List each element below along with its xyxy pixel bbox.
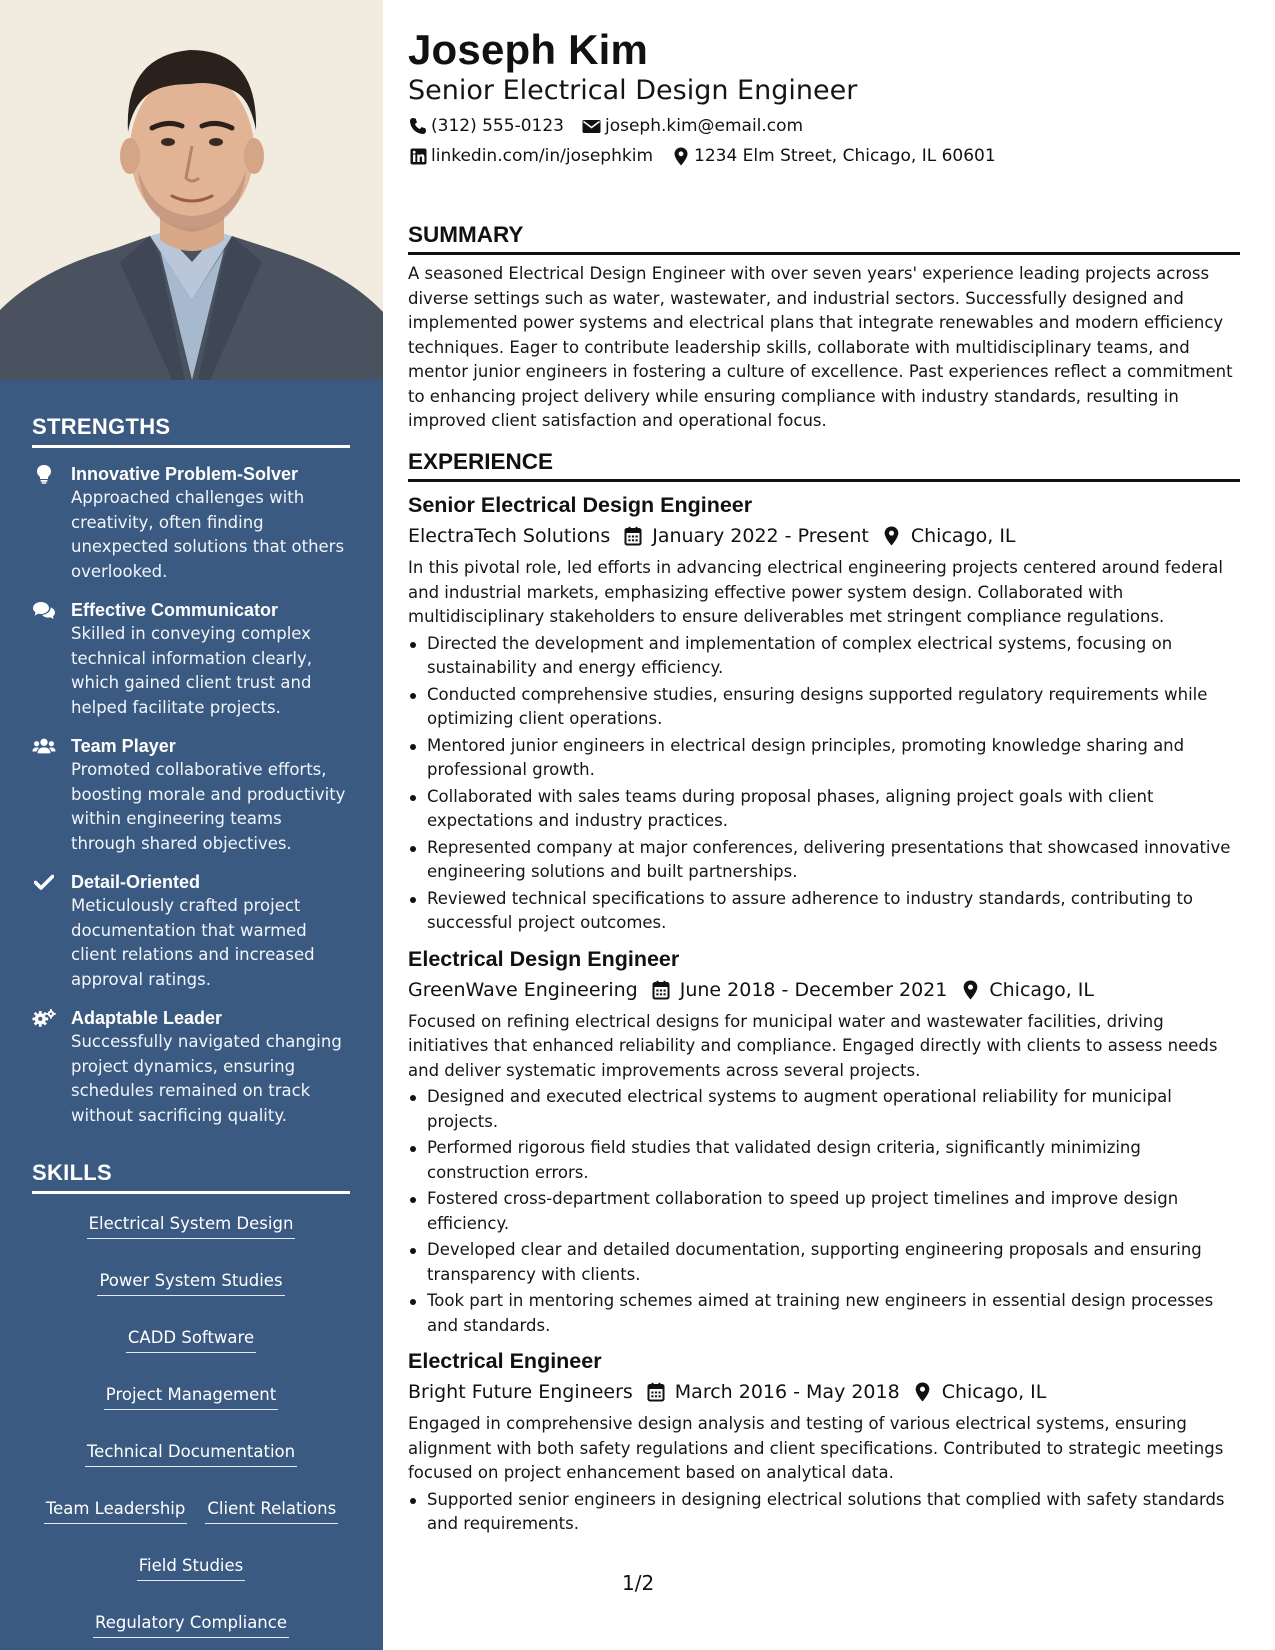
strength-title: Detail-Oriented — [71, 872, 201, 892]
contact-row — [408, 114, 1240, 138]
job-bullet: Performed rigorous field studies that validated design criteria, significantly minimizing construction errors. — [408, 1136, 1240, 1185]
skill-tag: Regulatory Compliance — [93, 1611, 289, 1638]
strength-item — [32, 734, 350, 856]
summary-heading: SUMMARY — [408, 220, 1240, 255]
job-meta — [408, 522, 1240, 550]
skill-tag: Client Relations — [205, 1497, 338, 1524]
strength-title: Adaptable Leader — [71, 1008, 223, 1028]
strength-title: Effective Communicator — [71, 600, 279, 620]
linkedin-contact[interactable] — [408, 144, 653, 168]
strength-item — [32, 1006, 350, 1128]
strength-item — [32, 462, 350, 584]
linkedin-icon — [408, 146, 428, 166]
calendar-icon — [645, 1381, 667, 1403]
check-icon — [32, 871, 56, 893]
map-marker-icon — [912, 1381, 934, 1403]
lightbulb-icon — [32, 463, 56, 485]
job-title: Electrical Engineer — [408, 1349, 602, 1373]
candidate-title: Senior Electrical Design Engineer — [408, 75, 858, 106]
comments-icon — [32, 599, 56, 621]
sidebar — [0, 0, 383, 1650]
job-company: GreenWave Engineering — [408, 978, 638, 1001]
job-description: In this pivotal role, led efforts in advancing electrical engineering projects centered around federal and industrial markets, emphasizing effective power system design. Collaborated with multidisciplinary stakeholders to ensure deliverables met stringent compliance regulations. — [408, 558, 1223, 626]
summary-section — [408, 220, 1240, 434]
job-description: Focused on refining electrical designs for municipal water and wastewater facilities, driving initiatives that enhanced reliability and compliance. Engaged directly with clients to assess needs and deliver systematic improvements across several projects. — [408, 1011, 1218, 1080]
strength-item — [32, 870, 350, 992]
job-bullet: Represented company at major conferences, delivering presentations that showcased innovative engineering solutions and built partnerships. — [408, 836, 1240, 885]
strength-description: Meticulously crafted project documentation that warmed client relations and increased approval ratings. — [71, 896, 315, 989]
job-bullets — [408, 632, 1240, 936]
job-bullets — [408, 1488, 1240, 1537]
job-company: ElectraTech Solutions — [408, 525, 611, 547]
main-content — [408, 24, 1240, 1533]
job-bullet: Designed and executed electrical systems to augment operational reliability for municipal projects. — [408, 1085, 1240, 1134]
job-bullet: Reviewed technical specifications to assure adherence to industry standards, contributing to successful project outcomes. — [408, 887, 1240, 936]
skill-tag: Field Studies — [137, 1554, 246, 1581]
skills-list — [32, 1212, 350, 1638]
email-contact[interactable] — [582, 114, 803, 138]
job-title: Senior Electrical Design Engineer — [408, 493, 753, 517]
envelope-icon — [582, 116, 602, 136]
skill-tag: Electrical System Design — [87, 1212, 296, 1239]
strengths-section — [32, 414, 350, 1142]
strength-description: Promoted collaborative efforts, boosting morale and productivity within engineering teams through shared objectives. — [71, 760, 346, 853]
strength-item — [32, 598, 350, 720]
job-dates: March 2016 - May 2018 — [674, 1381, 900, 1403]
job-bullet: Took part in mentoring schemes aimed at training new engineers in essential design processes and standards. — [408, 1289, 1240, 1338]
strength-title: Team Player — [71, 736, 176, 756]
job-entry — [408, 490, 1240, 936]
map-marker-icon — [959, 979, 981, 1001]
address-text: 1234 Elm Street, Chicago, IL 60601 — [694, 146, 996, 166]
job-meta — [408, 1378, 1240, 1406]
job-bullet: Collaborated with sales teams during proposal phases, aligning project goals with client expectations and industry practices. — [408, 785, 1240, 834]
profile-photo-illustration — [0, 0, 383, 380]
phone-text: (312) 555-0123 — [431, 116, 564, 136]
cogs-icon — [32, 1007, 56, 1029]
calendar-icon — [622, 525, 644, 547]
job-company: Bright Future Engineers — [408, 1381, 633, 1403]
job-bullet: Mentored junior engineers in electrical design principles, promoting knowledge sharing and professional growth. — [408, 734, 1240, 783]
skill-tag: Team Leadership — [44, 1497, 188, 1524]
job-bullet: Conducted comprehensive studies, ensuring designs supported regulatory requirements while optimizing client operations. — [408, 683, 1240, 732]
job-entry — [408, 944, 1240, 1339]
calendar-icon — [650, 979, 672, 1001]
linkedin-text: linkedin.com/in/josephkim — [431, 146, 654, 166]
skills-section — [32, 1160, 350, 1638]
candidate-name: Joseph Kim — [408, 26, 649, 73]
job-bullet: Supported senior engineers in designing electrical solutions that complied with safety standards and requirements. — [408, 1488, 1240, 1537]
contact-row — [408, 144, 1240, 168]
summary-text: A seasoned Electrical Design Engineer with over seven years' experience leading projects across diverse settings such as water, wastewater, and industrial sectors. Successfully designed and implemented power systems and electrical plans that integrate renewables and modern efficiency techniques. Eager to contribute leadership skills, collaborate with multidisciplinary teams, and mentor junior engineers in fostering a culture of excellence. Past experiences reflect a commitment to enhancing project delivery while ensuring compliance with industry standards, resulting in improved client satisfaction and operational focus. — [408, 264, 1233, 430]
users-icon — [32, 735, 56, 757]
job-location: Chicago, IL — [989, 978, 1094, 1001]
job-dates: January 2022 - Present — [652, 525, 869, 547]
page-number: 1/2 — [622, 1571, 655, 1595]
job-location: Chicago, IL — [941, 1381, 1047, 1403]
email-text: joseph.kim@email.com — [604, 116, 804, 136]
skill-tag: Power System Studies — [97, 1269, 284, 1296]
strength-title: Innovative Problem-Solver — [71, 464, 299, 484]
strengths-heading: STRENGTHS — [32, 414, 350, 448]
strength-description: Approached challenges with creativity, often finding unexpected solutions that others overlooked. — [71, 488, 345, 581]
job-location: Chicago, IL — [910, 525, 1016, 547]
phone-icon — [408, 116, 428, 136]
job-meta — [408, 976, 1240, 1004]
profile-photo — [0, 0, 383, 380]
strengths-list — [32, 462, 350, 1128]
job-bullet: Directed the development and implementation of complex electrical systems, focusing on sustainability and energy efficiency. — [408, 632, 1240, 681]
job-entry — [408, 1346, 1240, 1537]
job-description: Engaged in comprehensive design analysis and testing of various electrical systems, ensuring alignment with both safety regulations and client specifications. Contributed to strategic meetings focused on project enhancement based on analytical data. — [408, 1414, 1224, 1482]
phone-contact[interactable] — [408, 114, 564, 138]
skill-tag: Project Management — [104, 1383, 278, 1410]
experience-section — [408, 447, 1240, 1539]
strength-description: Skilled in conveying complex technical information clearly, which gained client trust and helped facilitate projects. — [71, 624, 312, 717]
job-bullet: Developed clear and detailed documentation, supporting engineering proposals and ensuring transparency with clients. — [408, 1238, 1240, 1287]
job-bullet: Fostered cross-department collaboration to speed up project timelines and improve design efficiency. — [408, 1187, 1240, 1236]
job-title: Electrical Design Engineer — [408, 946, 680, 971]
address-contact — [671, 144, 996, 168]
job-dates: June 2018 - December 2021 — [679, 978, 948, 1001]
skill-tag: CADD Software — [126, 1326, 256, 1353]
skill-tag: Technical Documentation — [85, 1440, 297, 1467]
map-marker-icon — [881, 525, 903, 547]
experience-heading: EXPERIENCE — [408, 447, 1240, 482]
job-bullets — [408, 1085, 1240, 1338]
map-marker-icon — [671, 146, 691, 166]
strength-description: Successfully navigated changing project dynamics, ensuring schedules remained on track without sacrificing quality. — [71, 1032, 342, 1125]
skills-heading: SKILLS — [32, 1160, 350, 1194]
